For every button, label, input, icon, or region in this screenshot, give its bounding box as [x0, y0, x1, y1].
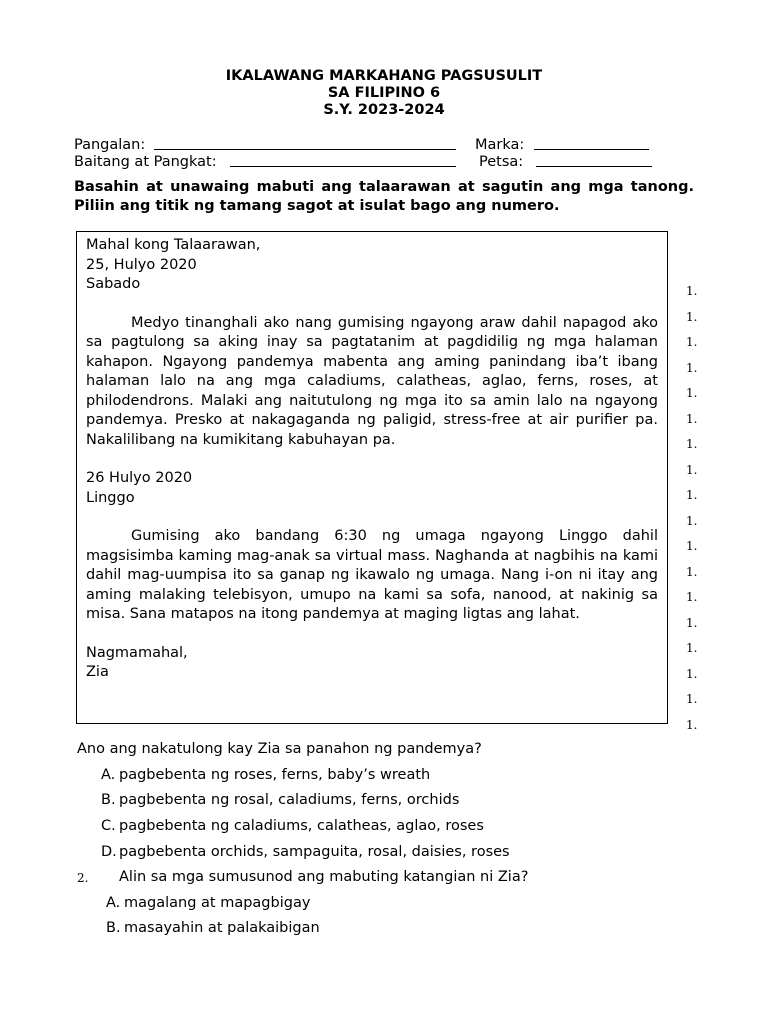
question-1-text: Ano ang nakatulong kay Zia sa panahon ng pandemya?: [77, 741, 482, 757]
marka-label: Marka:: [475, 137, 525, 153]
question-2-number: 2.: [77, 871, 89, 885]
option-text: magalang at mapagbigay: [124, 895, 311, 911]
diary-paragraph-2: Gumising ako bandang 6:30 ng umaga ngayong Linggo dahil magsisimba kaming mag-anak sa virtual mass. Naghanda at nagbihis na kami dahil mag-uumpisa ito sa ganap ng ikawalo ng umaga. Nang i-on ni itay ang aming malaking telebisyon, umupo na kami sa sofa, nanood, at nakinig sa misa. Sana matapos na itong pandemya at maging ligtas ang lahat.: [86, 528, 658, 622]
diary-signature: Zia: [86, 664, 109, 680]
school-year: S.Y. 2023-2024: [323, 102, 445, 118]
side-number: 1.: [686, 309, 698, 324]
side-number: 1.: [686, 335, 698, 349]
option-text: masayahin at palakaibigan: [124, 920, 320, 936]
option-letter: B.: [106, 920, 121, 936]
baitang-blank[interactable]: [230, 154, 456, 167]
side-number: 1.: [686, 437, 698, 451]
side-number: 1.: [686, 462, 698, 477]
side-number: 1.: [686, 284, 698, 298]
side-number: 1.: [686, 539, 698, 553]
petsa-blank[interactable]: [536, 154, 652, 167]
baitang-label: Baitang at Pangkat:: [74, 154, 217, 170]
diary-paragraph-1: Medyo tinanghali ako nang gumising ngayong araw dahil napagod ako sa pagtulong sa aking inay sa pagtatanim at pagdidilig ng mga halaman kahapon. Ngayong pandemya mabenta ang aming panindang iba’t ibang halaman lalo na ang mga caladiums, calatheas, aglao, ferns, roses, at philodendrons. Malaki ang naitutulong ng mga ito sa amin lalo na ngayong pandemya. Presko at nakagaganda ng paligid, stress-free at air purifier pa. Nakalilibang na kumikitang kabuhayan pa.: [86, 314, 658, 448]
diary-date-2: 26 Hulyo 2020: [86, 470, 193, 486]
question-1-option-c[interactable]: [101, 818, 484, 835]
side-number: 1.: [686, 641, 698, 655]
question-1-option-b[interactable]: [101, 792, 459, 809]
side-number: 1.: [686, 692, 698, 706]
diary-day-1: Sabado: [86, 276, 141, 292]
side-number: 1.: [686, 666, 698, 681]
side-number: 1.: [686, 513, 698, 528]
side-number-list: [686, 283, 716, 742]
question-2-option-a[interactable]: [106, 895, 310, 912]
option-letter: A.: [101, 767, 116, 783]
option-text: pagbebenta ng roses, ferns, baby’s wreath: [119, 767, 431, 783]
diary-date-1: 25, Hulyo 2020: [86, 256, 197, 273]
side-number: 1.: [686, 615, 698, 630]
pangalan-blank[interactable]: [154, 137, 456, 150]
diary-day-2: Linggo: [86, 489, 135, 506]
side-number: 1.: [686, 488, 698, 502]
side-number: 1.: [686, 590, 698, 604]
side-number: 1.: [686, 564, 698, 579]
petsa-label: Petsa:: [479, 154, 524, 170]
diary-closing: Nagmamahal,: [86, 644, 188, 661]
question-1-option-a[interactable]: [101, 767, 430, 784]
exam-title: IKALAWANG MARKAHANG PAGSUSULIT: [225, 68, 543, 84]
option-letter: C.: [101, 818, 116, 834]
side-number: 1.: [686, 386, 698, 400]
option-text: pagbebenta orchids, sampaguita, rosal, daisies, roses: [119, 844, 510, 860]
student-info-fields: [74, 137, 694, 171]
side-number: 1.: [686, 717, 698, 732]
exam-header: [0, 68, 768, 119]
instructions: Basahin at unawaing mabuti ang talaarawan at sagutin ang mga tanong. Piliin ang titik ng tamang sagot at isulat bago ang numero.: [74, 179, 694, 214]
question-1-option-d[interactable]: [101, 844, 510, 861]
option-text: pagbebenta ng rosal, caladiums, ferns, orchids: [119, 792, 460, 808]
marka-blank[interactable]: [534, 137, 649, 150]
option-letter: A.: [106, 895, 121, 911]
diary-greeting: Mahal kong Talaarawan,: [86, 237, 261, 253]
option-text: pagbebenta ng caladiums, calatheas, aglao, roses: [119, 818, 484, 834]
option-letter: D.: [101, 844, 117, 860]
diary-box: [76, 231, 668, 724]
pangalan-label: Pangalan:: [74, 137, 146, 153]
exam-subject: SA FILIPINO 6: [327, 85, 441, 101]
side-number: 1.: [686, 360, 698, 375]
side-number: 1.: [686, 411, 698, 426]
question-2-text: Alin sa mga sumusunod ang mabuting katangian ni Zia?: [119, 869, 529, 885]
question-2-option-b[interactable]: [106, 920, 320, 937]
option-letter: B.: [101, 792, 116, 808]
